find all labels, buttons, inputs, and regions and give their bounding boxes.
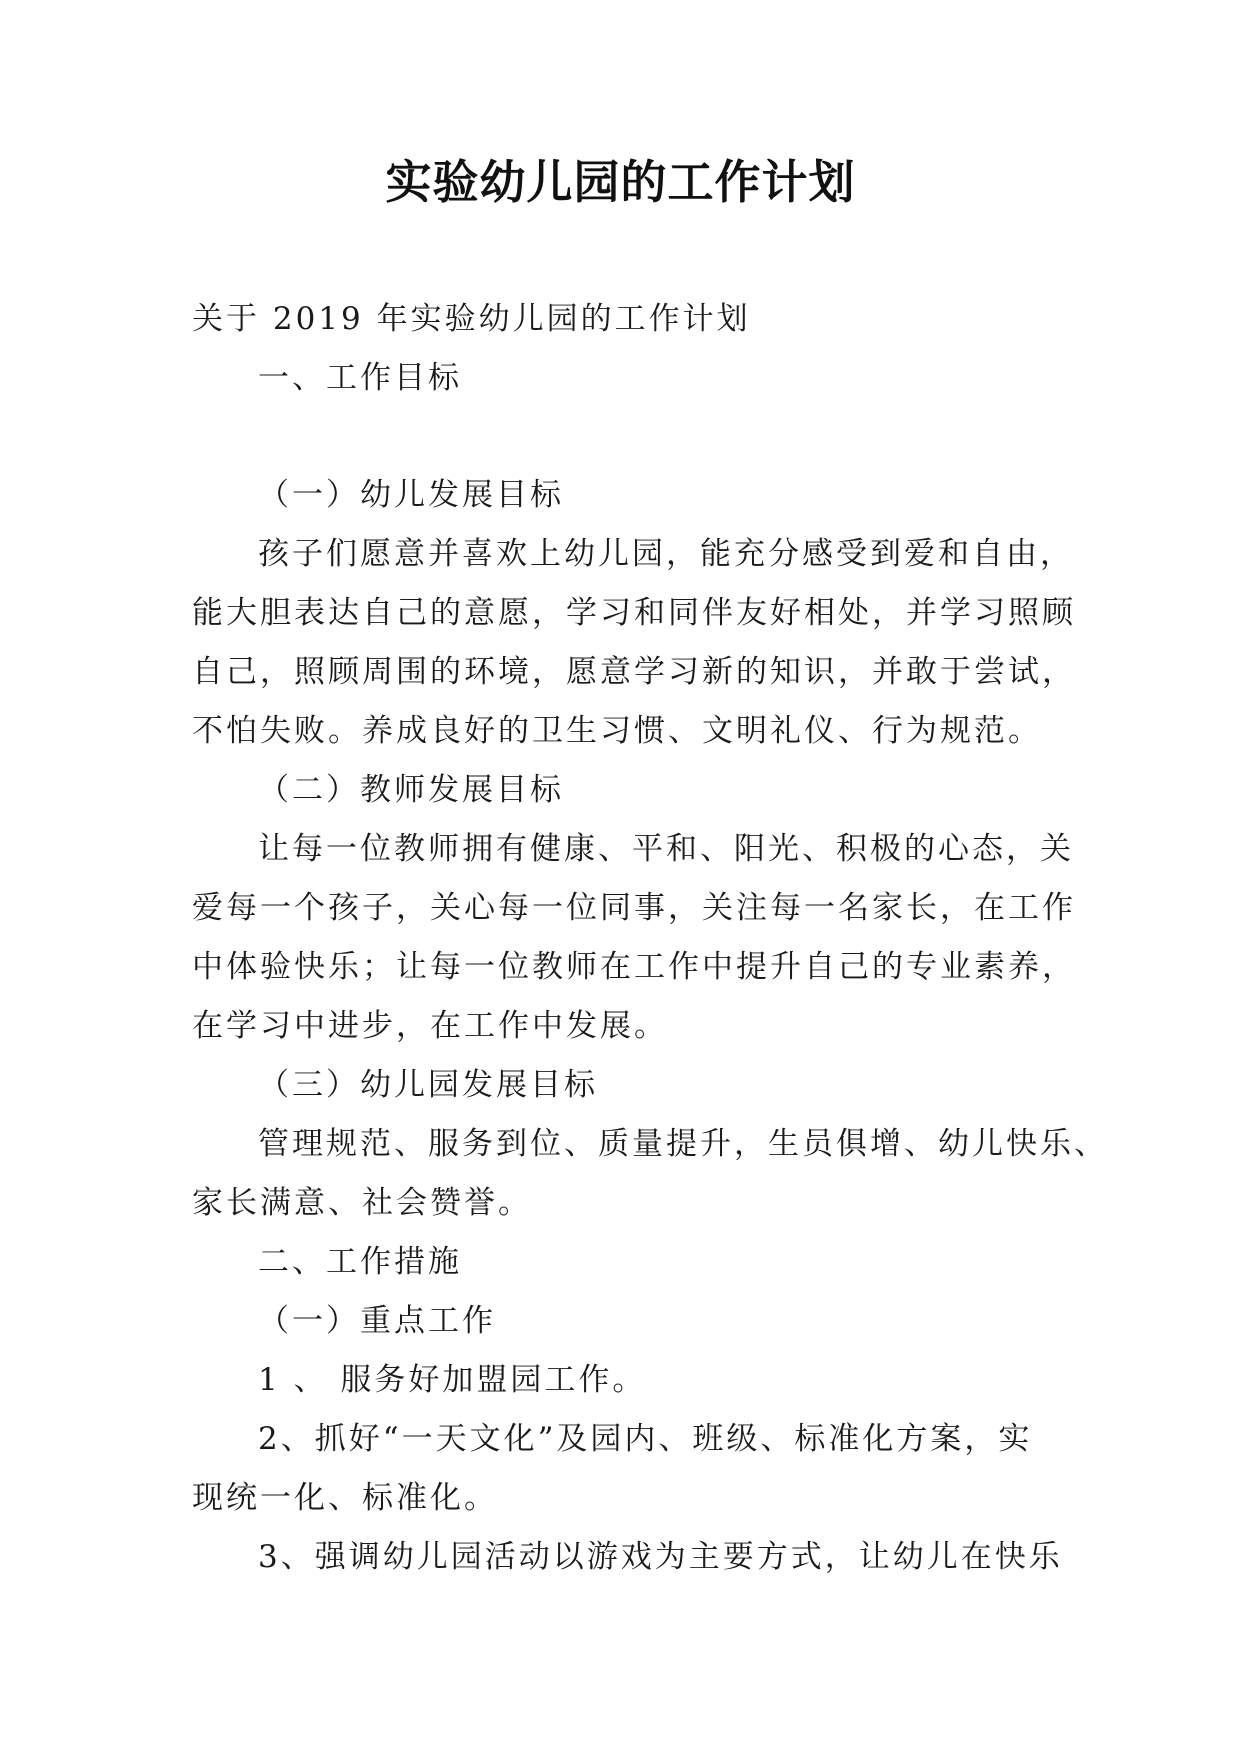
paragraph-line: 能大胆表达自己的意愿，学习和同伴友好相处，并学习照顾: [192, 595, 1076, 631]
paragraph-line: 管理规范、服务到位、质量提升，生员俱增、幼儿快乐、: [258, 1126, 1108, 1162]
subheading-key-work: （一）重点工作: [258, 1303, 496, 1339]
list-item: 3、强调幼儿园活动以游戏为主要方式，让幼儿在快乐: [258, 1539, 1063, 1575]
paragraph-line: 不怕失败。养成良好的卫生习惯、文明礼仪、行为规范。: [192, 713, 1042, 749]
intro-line: 关于 2019 年实验幼儿园的工作计划: [192, 301, 751, 337]
paragraph-line: 自己，照顾周围的环境，愿意学习新的知识，并敢于尝试，: [192, 654, 1076, 690]
section-heading-goals: 一、工作目标: [258, 360, 462, 396]
subheading-kindergarten-goals: （三）幼儿园发展目标: [258, 1067, 598, 1103]
paragraph-line: 家长满意、社会赞誉。: [192, 1185, 532, 1221]
document-body: [192, 290, 1108, 1587]
paragraph-line: 在学习中进步，在工作中发展。: [192, 1008, 668, 1044]
list-item: 2、抓好“一天文化”及园内、班级、标准化方案，实: [258, 1421, 1033, 1457]
subheading-teacher-goals: （二）教师发展目标: [258, 772, 564, 808]
paragraph-line: 孩子们愿意并喜欢上幼儿园，能充分感受到爱和自由，: [258, 536, 1074, 572]
page-title: 实验幼儿园的工作计划: [385, 155, 856, 209]
paragraph-line: 爱每一个孩子，关心每一位同事，关注每一名家长，在工作: [192, 890, 1076, 926]
subheading-child-goals: （一）幼儿发展目标: [258, 477, 564, 513]
section-heading-measures: 二、工作措施: [258, 1244, 462, 1280]
paragraph-line: 中体验快乐；让每一位教师在工作中提升自己的专业素养，: [192, 949, 1076, 985]
list-item: 1 、 服务好加盟园工作。: [258, 1362, 647, 1398]
paragraph-line: 现统一化、标准化。: [192, 1480, 498, 1516]
paragraph-line: 让每一位教师拥有健康、平和、阳光、积极的心态，关: [258, 831, 1074, 867]
